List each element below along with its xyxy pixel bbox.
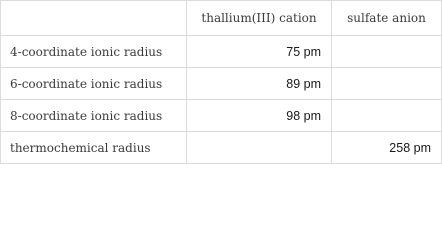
sulfate-value xyxy=(332,68,442,100)
thallium-value: 89 pm xyxy=(187,68,332,100)
sulfate-value xyxy=(332,100,442,132)
row-label: 6-coordinate ionic radius xyxy=(1,68,187,100)
table-row xyxy=(1,68,442,100)
sulfate-value: 258 pm xyxy=(332,132,442,164)
thallium-value xyxy=(187,132,332,164)
table-row xyxy=(1,132,442,164)
thallium-value: 75 pm xyxy=(187,36,332,68)
sulfate-value xyxy=(332,36,442,68)
row-label: thermochemical radius xyxy=(1,132,187,164)
table-row xyxy=(1,100,442,132)
header-row xyxy=(1,1,442,36)
table-row xyxy=(1,36,442,68)
row-label: 4-coordinate ionic radius xyxy=(1,36,187,68)
row-label: 8-coordinate ionic radius xyxy=(1,100,187,132)
header-sulfate-anion: sulfate anion xyxy=(332,1,442,36)
thallium-value: 98 pm xyxy=(187,100,332,132)
header-corner-cell xyxy=(1,1,187,36)
header-thallium-cation: thallium(III) cation xyxy=(187,1,332,36)
